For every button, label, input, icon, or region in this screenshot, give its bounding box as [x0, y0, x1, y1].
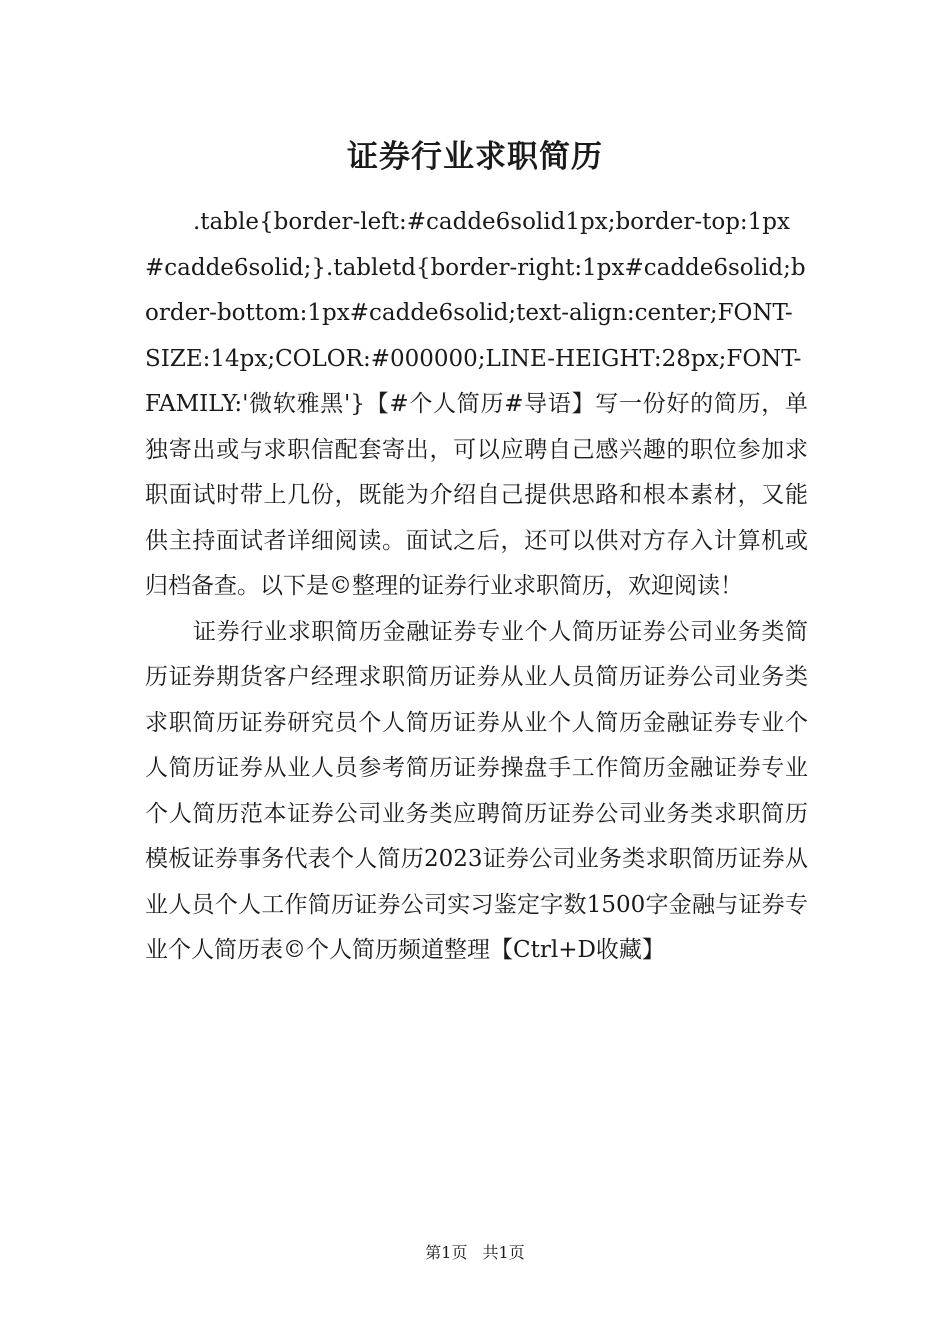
document-body: [145, 200, 808, 974]
paragraph-resume-list: 证券行业求职简历金融证券专业个人简历证券公司业务类简历证券期货客户经理求职简历证券从业人员简历证券公司业务类求职简历证券研究员个人简历证券从业个人简历金融证券专业个人简历证券从业人员参考简历证券操盘手工作简历金融证券专业个人简历范本证券公司业务类应聘简历证券公司业务类求职简历模板证券事务代表个人简历2023证券公司业务类求职简历证券从业人员个人工作简历证券公司实习鉴定字数1500字金融与证券专业个人简历表©个人简历频道整理【Ctrl+D收藏】: [145, 618, 808, 963]
page-number-total: 共1页: [482, 1243, 525, 1262]
page-number-current: 第1页: [425, 1243, 468, 1262]
paragraph-intro: .table{border-left:#cadde6solid1px;border-top:1px#cadde6solid;}.tabletd{border-right:1px#cadde6solid;border-bottom:1px#cadde6solid;text-align:center;FONT-SIZE:14px;COLOR:#000000;LINE-HEIGHT:28px;FONT-FAMILY:'微软雅黑'}【#个人简历#导语】写一份好的简历，单独寄出或与求职信配套寄出，可以应聘自己感兴趣的职位参加求职面试时带上几份，既能为介绍自己提供思路和根本素材，又能供主持面试者详细阅读。面试之后，还可以供对方存入计算机或归档备查。以下是©整理的证券行业求职简历，欢迎阅读！: [145, 209, 808, 599]
page-footer: [0, 1241, 950, 1265]
document-title: 证券行业求职简历: [347, 139, 603, 175]
